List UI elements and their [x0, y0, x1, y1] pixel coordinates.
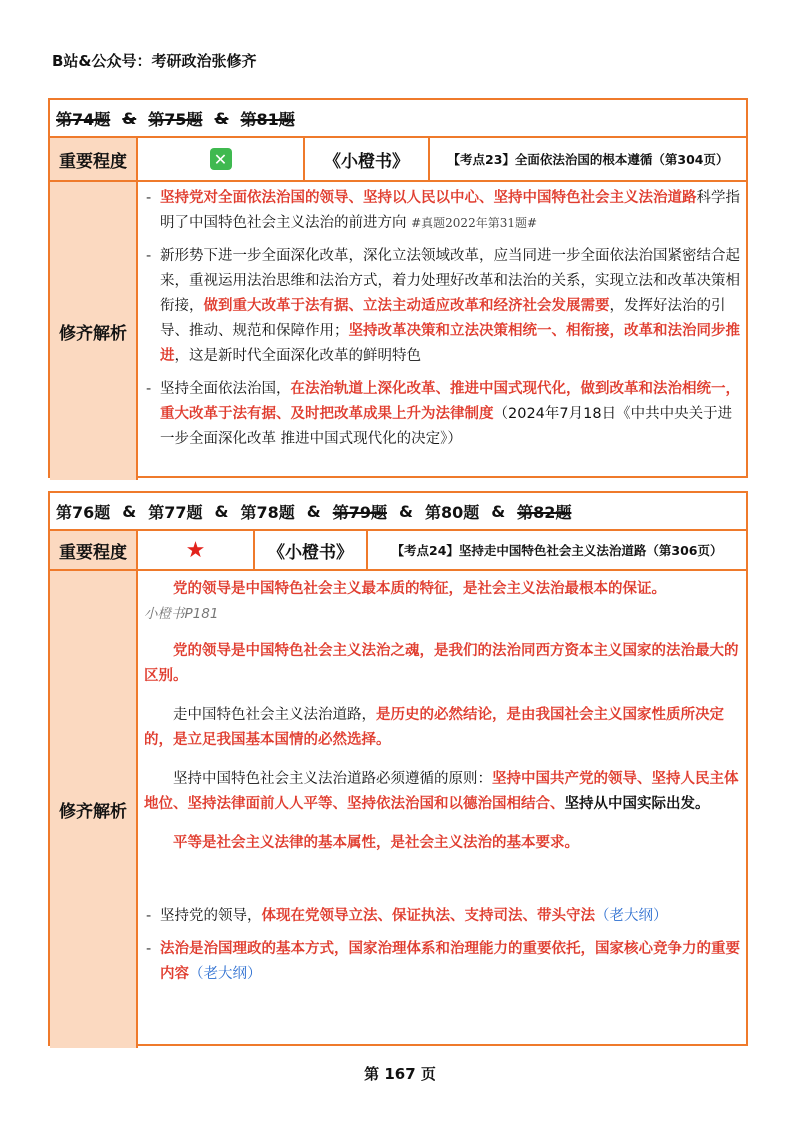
separator: & [122, 501, 137, 521]
separator: & [491, 501, 506, 521]
cross-mark-icon: ✕ [210, 148, 232, 170]
highlight-text: 坚持党对全面依法治国的领导、坚持以人民以中心、坚持中国特色社会主义法治道路 [160, 190, 697, 206]
question-card-2 [48, 491, 748, 1046]
star-icon: ★ [185, 537, 206, 563]
list-item [144, 904, 740, 929]
paragraph [144, 639, 740, 689]
highlight-text: 坚持改革决策和立法决策相统一、相衔接，改革和法治同步推进 [160, 323, 740, 364]
question-number: 第77题 [148, 502, 203, 522]
syllabus-note: （老大纲） [595, 908, 668, 924]
card-title [50, 493, 746, 531]
highlight-text: 党的领导是中国特色社会主义最本质的特征，是社会主义法治最根本的保证。 [173, 581, 666, 597]
knowledge-point: 【考点24】坚持走中国特色社会主义法治道路（第306页） [391, 543, 723, 558]
highlight-text: 是历史的必然结论，是由我国社会主义国家性质所决定的，是立足我国基本国情的必然选择。 [144, 707, 724, 748]
body-text: （2024年7月18日《中共中央关于进一步全面深化改革 推进中国式现代化的决定》） [160, 406, 733, 447]
body-text: 科学指明了中国特色社会主义法治的前进方向 [160, 190, 740, 231]
analysis-label: 修齐解析 [50, 182, 138, 480]
question-number: 第82题 [517, 502, 572, 522]
book-title: 《小橙书》 [255, 531, 368, 569]
highlight-text: 做到重大改革于法有据、立法主动适应改革和经济社会发展需要 [203, 298, 610, 314]
highlight-text: 平等是社会主义法律的基本属性，是社会主义法治的基本要求。 [173, 835, 579, 851]
exam-note: #真题2022年第31题# [411, 216, 538, 230]
analysis-row [50, 182, 746, 480]
list-item [144, 244, 740, 369]
page-number: 第 167 页 [364, 1065, 436, 1083]
body-text: 新形势下进一步全面深化改革，深化立法领域改革，应当同进一步全面依法治国紧密结合起来，重视运用法治思维和法治方式，着力处理好改革和法治的关系，实现立法和改革决策相衔接， [160, 248, 740, 314]
paragraph [144, 577, 740, 602]
question-number: 第81题 [240, 109, 295, 129]
highlight-text: 在法治轨道上深化改革、推进中国式现代化，做到改革和法治相统一，重大改革于法有据、及时把改革成果上升为法律制度 [160, 381, 740, 422]
importance-row [50, 531, 746, 571]
card-title [50, 100, 746, 138]
body-text: 坚持中国特色社会主义法治道路必须遵循的原则： [173, 771, 492, 787]
knowledge-point: 【考点23】全面依法治国的根本遵循（第304页） [447, 152, 729, 167]
importance-value [138, 531, 255, 569]
list-item [144, 377, 740, 452]
importance-label: 重要程度 [50, 531, 138, 569]
question-number: 第76题 [56, 502, 111, 522]
analysis-row [50, 571, 746, 1048]
page-header: B站&公众号：考研政治张修齐 [52, 52, 257, 70]
analysis-content [138, 571, 746, 1048]
question-number: 第75题 [148, 109, 203, 129]
analysis-label: 修齐解析 [50, 571, 138, 1048]
list-item [144, 937, 740, 987]
question-number: 第80题 [424, 502, 480, 522]
paragraph [144, 767, 740, 817]
importance-row [50, 138, 746, 182]
paragraph [144, 831, 740, 856]
reference-note: 小橙书P181 [144, 606, 219, 622]
question-number: 第74题 [56, 109, 111, 129]
book-title: 《小橙书》 [305, 138, 430, 180]
paragraph [144, 703, 740, 753]
list-item [144, 186, 740, 236]
question-number: 第79题 [332, 502, 387, 522]
separator: & [122, 108, 137, 128]
importance-value [138, 138, 305, 180]
highlight-text: 体现在党领导立法、保证执法、支持司法、带头守法 [261, 908, 595, 924]
body-text: 走中国特色社会主义法治道路， [173, 707, 376, 723]
body-text: 坚持全面依法治国， [160, 381, 291, 397]
separator: & [214, 108, 229, 128]
paragraph [144, 602, 740, 627]
body-text: ，发挥好法治的引导、推动、规范和保障作用； [160, 298, 726, 339]
body-text: 坚持党的领导， [160, 908, 262, 924]
separator: & [306, 501, 321, 521]
separator: & [398, 501, 413, 521]
highlight-text: 坚持中国共产党的领导、坚持人民主体地位、坚持法律面前人人平等、坚持依法治国和以德治国相结合、 [144, 771, 739, 812]
highlight-text: 党的领导是中国特色社会主义法治之魂，是我们的法治同西方资本主义国家的法治最大的区别。 [144, 643, 739, 684]
body-text: ，这是新时代全面深化改革的鲜明特色 [174, 348, 421, 364]
analysis-content [138, 182, 746, 480]
importance-label: 重要程度 [50, 138, 138, 180]
question-number: 第78题 [240, 502, 295, 522]
question-card-1 [48, 98, 748, 478]
separator: & [214, 501, 229, 521]
syllabus-note: （老大纲） [189, 966, 262, 982]
highlight-text: 法治是治国理政的基本方式，国家治理体系和治理能力的重要依托，国家核心竞争力的重要内容 [160, 941, 740, 982]
body-text: 坚持从中国实际出发。 [564, 796, 710, 812]
